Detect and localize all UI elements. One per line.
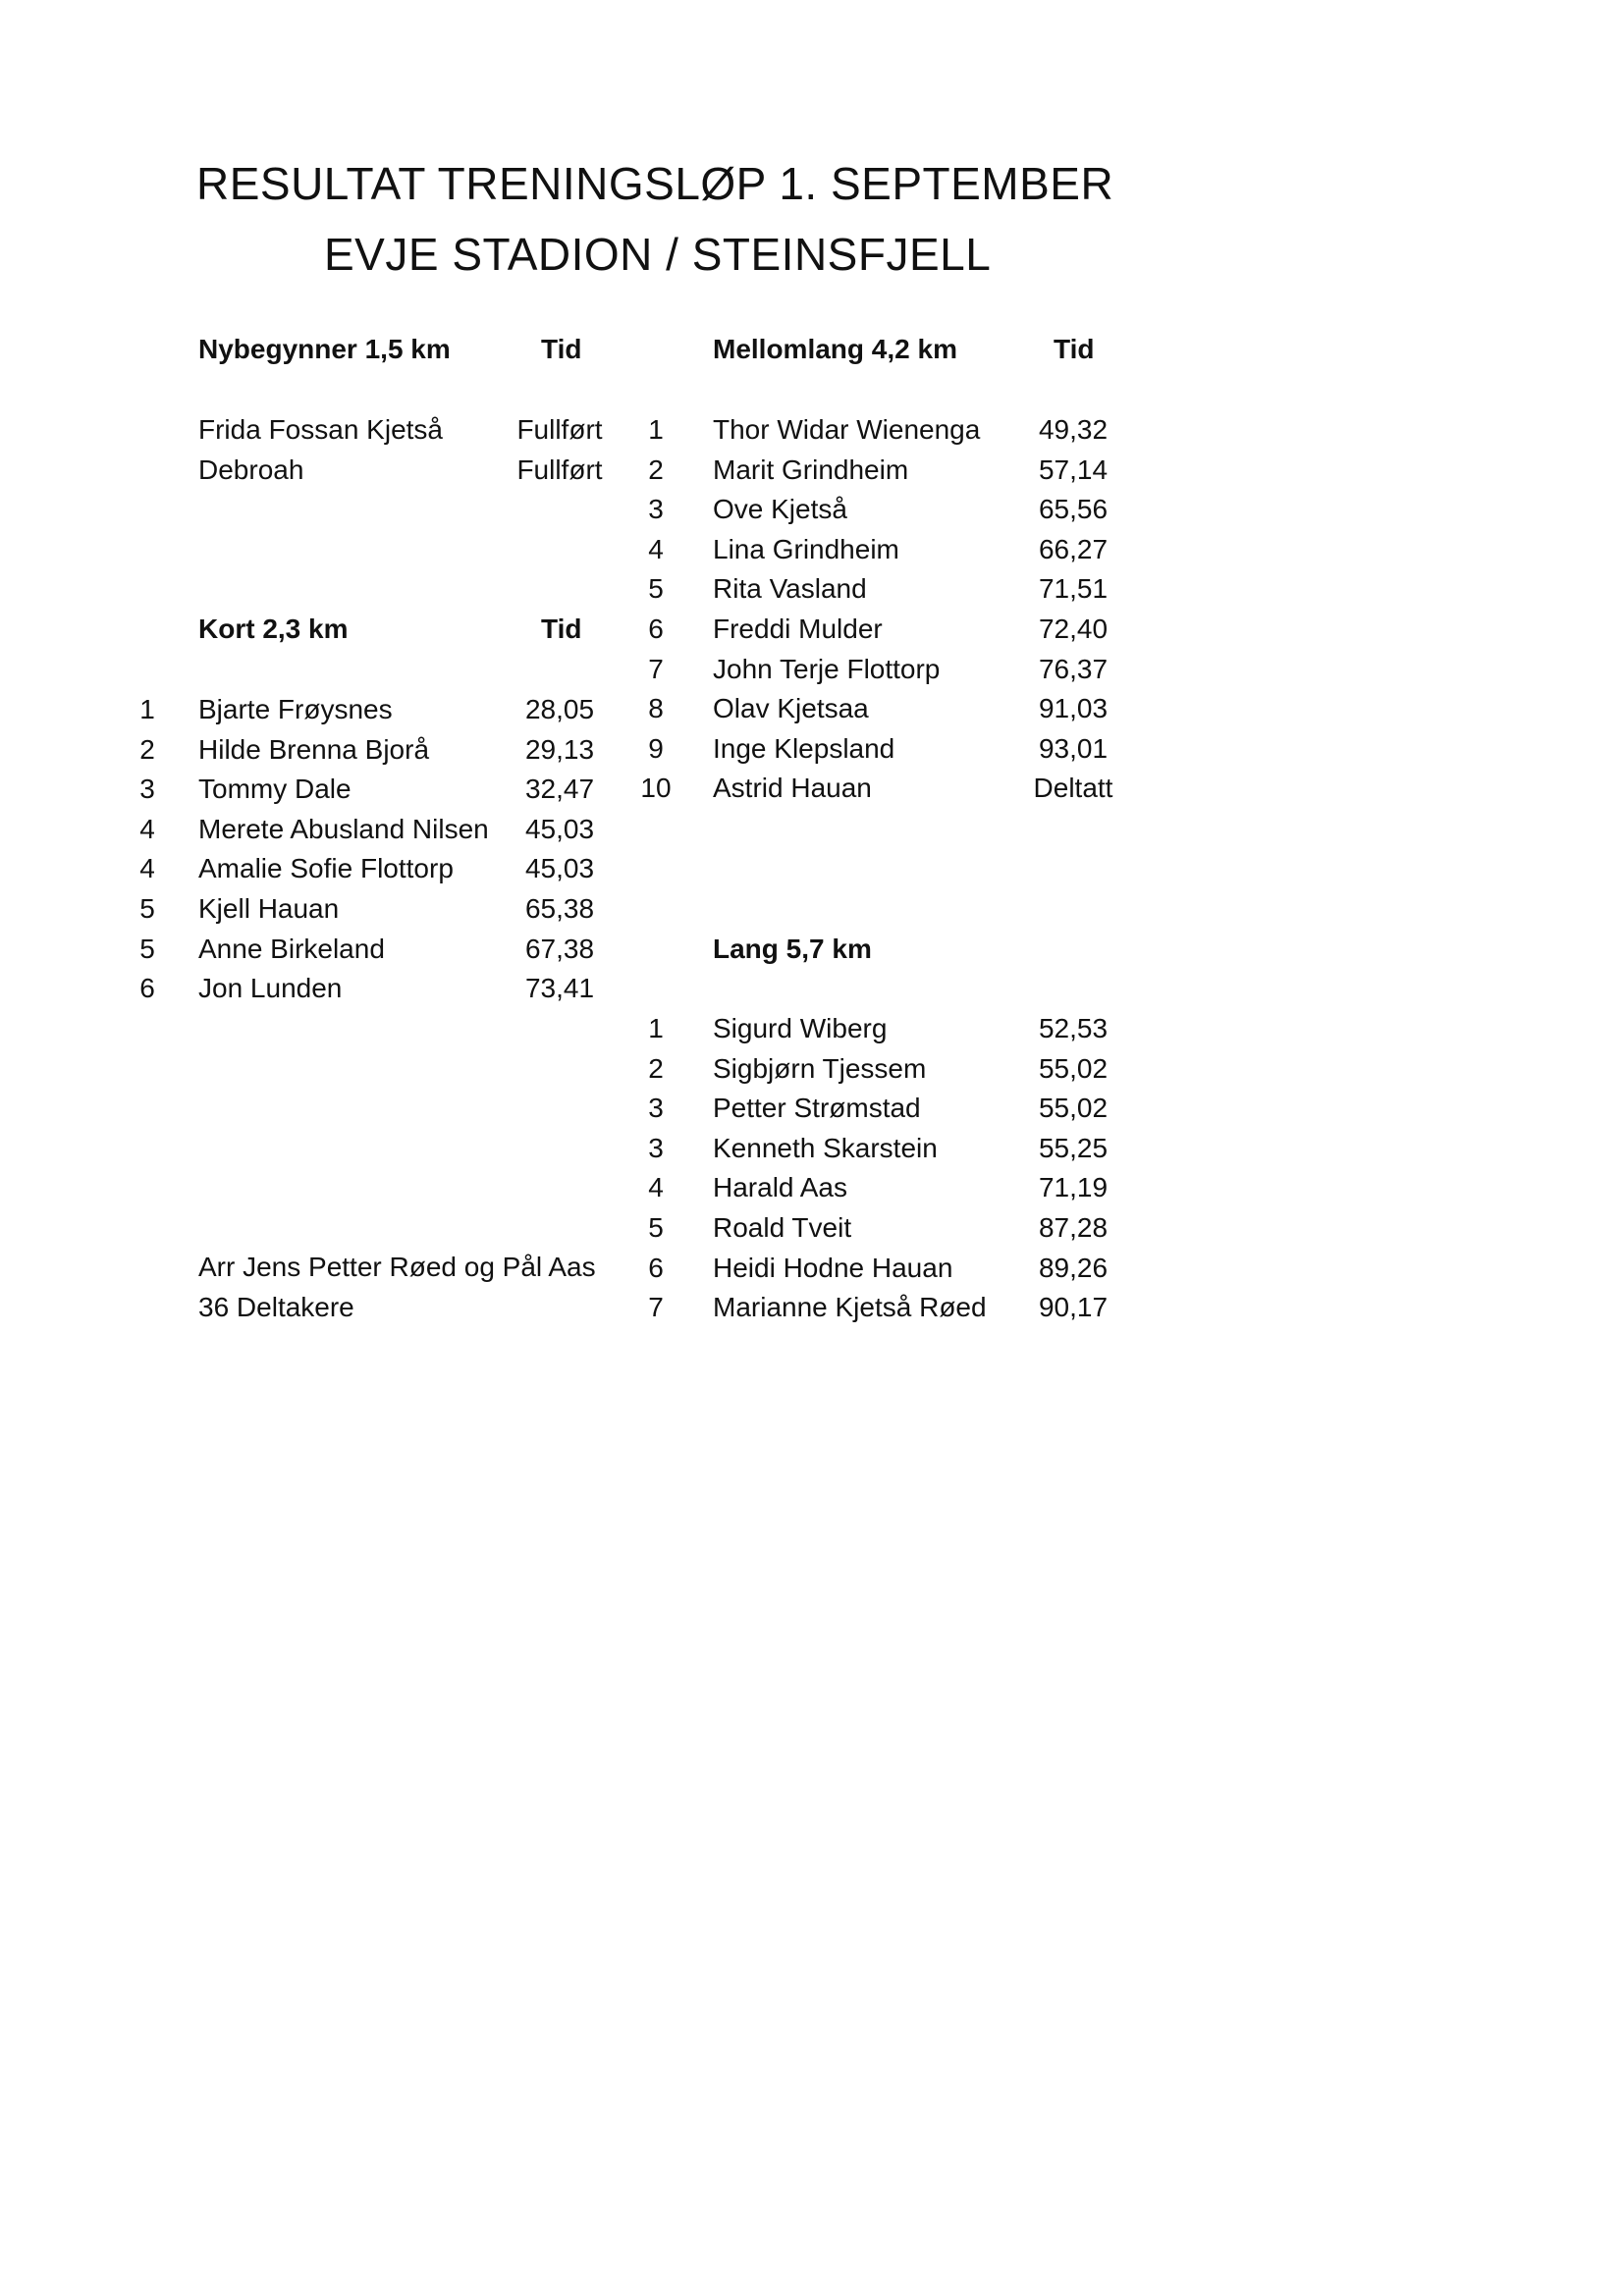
result-name: Astrid Hauan (713, 773, 872, 804)
result-rank: 4 (139, 813, 155, 844)
result-time: 45,03 (524, 853, 595, 884)
result-time: 65,56 (1038, 494, 1109, 525)
result-time: 32,47 (524, 774, 595, 805)
result-time: 90,17 (1038, 1292, 1109, 1323)
section-header: Kort 2,3 km (198, 614, 349, 644)
time-header: Tid (1054, 334, 1095, 364)
result-time: 66,27 (1038, 533, 1109, 564)
section-header: Nybegynner 1,5 km (198, 334, 451, 364)
result-time: 55,25 (1038, 1132, 1109, 1163)
result-name: Hilde Brenna Bjorå (198, 733, 430, 765)
result-rank: 1 (648, 414, 664, 445)
result-time: 91,03 (1038, 693, 1109, 724)
result-time: 93,01 (1038, 732, 1109, 764)
result-time: 73,41 (524, 973, 595, 1004)
result-name: Inge Klepsland (713, 732, 895, 764)
result-name: Amalie Sofie Flottorp (198, 853, 454, 884)
result-name: Heidi Hodne Hauan (713, 1252, 953, 1283)
result-name: Bjarte Frøysnes (198, 694, 393, 724)
result-rank: 1 (139, 694, 155, 724)
result-rank: 9 (648, 732, 664, 764)
result-time: 72,40 (1038, 614, 1109, 644)
result-time: Fullført (516, 414, 603, 445)
page-subtitle: EVJE STADION / STEINSFJELL (324, 229, 992, 280)
result-rank: 1 (648, 1013, 664, 1043)
result-rank: 3 (139, 774, 155, 805)
result-rank: 5 (648, 1212, 664, 1243)
result-time: 52,53 (1038, 1013, 1109, 1043)
result-rank: 5 (648, 573, 664, 605)
result-name: Olav Kjetsaa (713, 693, 869, 724)
result-name: Marit Grindheim (713, 454, 909, 485)
result-name: Kenneth Skarstein (713, 1132, 938, 1163)
result-name: Tommy Dale (198, 774, 352, 805)
result-name: Roald Tveit (713, 1212, 852, 1243)
result-rank: 7 (648, 1292, 664, 1323)
result-time: 67,38 (524, 933, 595, 964)
result-time: 49,32 (1038, 414, 1109, 445)
result-name: Sigbjørn Tjessem (713, 1052, 927, 1084)
time-header: Tid (541, 334, 582, 364)
result-rank: 2 (648, 1052, 664, 1084)
result-name: Jon Lunden (198, 973, 343, 1004)
page-title: RESULTAT TRENINGSLØP 1. SEPTEMBER (196, 158, 1114, 209)
result-time: 57,14 (1038, 454, 1109, 485)
result-time: 29,13 (524, 733, 595, 765)
result-rank: 2 (648, 454, 664, 485)
result-time: 45,03 (524, 813, 595, 844)
result-rank: 6 (648, 1252, 664, 1283)
result-name: Petter Strømstad (713, 1093, 921, 1124)
result-rank: 4 (648, 1172, 664, 1203)
result-rank: 4 (139, 853, 155, 884)
result-rank: 2 (139, 733, 155, 765)
result-rank: 10 (640, 773, 672, 804)
participants-count: 36 Deltakere (198, 1292, 354, 1322)
result-time: 71,51 (1038, 573, 1109, 605)
result-rank: 4 (648, 533, 664, 564)
section-header: Mellomlang 4,2 km (713, 334, 957, 364)
result-name: Marianne Kjetså Røed (713, 1292, 987, 1323)
result-rank: 5 (139, 933, 155, 964)
result-name: Anne Birkeland (198, 933, 385, 964)
result-rank: 8 (648, 693, 664, 724)
result-time: Deltatt (1033, 773, 1113, 804)
result-name: Debroah (198, 454, 304, 485)
result-name: Thor Widar Wienenga (713, 414, 981, 445)
result-rank: 3 (648, 1093, 664, 1124)
section-header: Lang 5,7 km (713, 934, 872, 964)
result-time: 87,28 (1038, 1212, 1109, 1243)
result-name: Frida Fossan Kjetså (198, 414, 443, 445)
result-rank: 5 (139, 893, 155, 924)
result-name: Ove Kjetså (713, 494, 847, 525)
result-name: Sigurd Wiberg (713, 1013, 888, 1043)
result-rank: 6 (648, 614, 664, 644)
result-rank: 3 (648, 1132, 664, 1163)
result-time: 89,26 (1038, 1252, 1109, 1283)
organizers-note: Arr Jens Petter Røed og Pål Aas (198, 1252, 596, 1282)
result-name: Freddi Mulder (713, 614, 883, 644)
result-time: 55,02 (1038, 1052, 1109, 1084)
result-name: Merete Abusland Nilsen (198, 813, 489, 844)
result-time: 76,37 (1038, 653, 1109, 684)
result-time: 65,38 (524, 893, 595, 924)
result-name: Rita Vasland (713, 573, 867, 605)
result-name: Lina Grindheim (713, 533, 899, 564)
result-name: John Terje Flottorp (713, 653, 941, 684)
result-time: Fullført (516, 454, 603, 485)
result-time: 71,19 (1038, 1172, 1109, 1203)
result-rank: 3 (648, 494, 664, 525)
time-header: Tid (541, 614, 582, 644)
result-time: 55,02 (1038, 1093, 1109, 1124)
result-name: Kjell Hauan (198, 893, 340, 924)
result-rank: 7 (648, 653, 664, 684)
result-rank: 6 (139, 973, 155, 1004)
result-name: Harald Aas (713, 1172, 847, 1203)
result-time: 28,05 (524, 694, 595, 724)
